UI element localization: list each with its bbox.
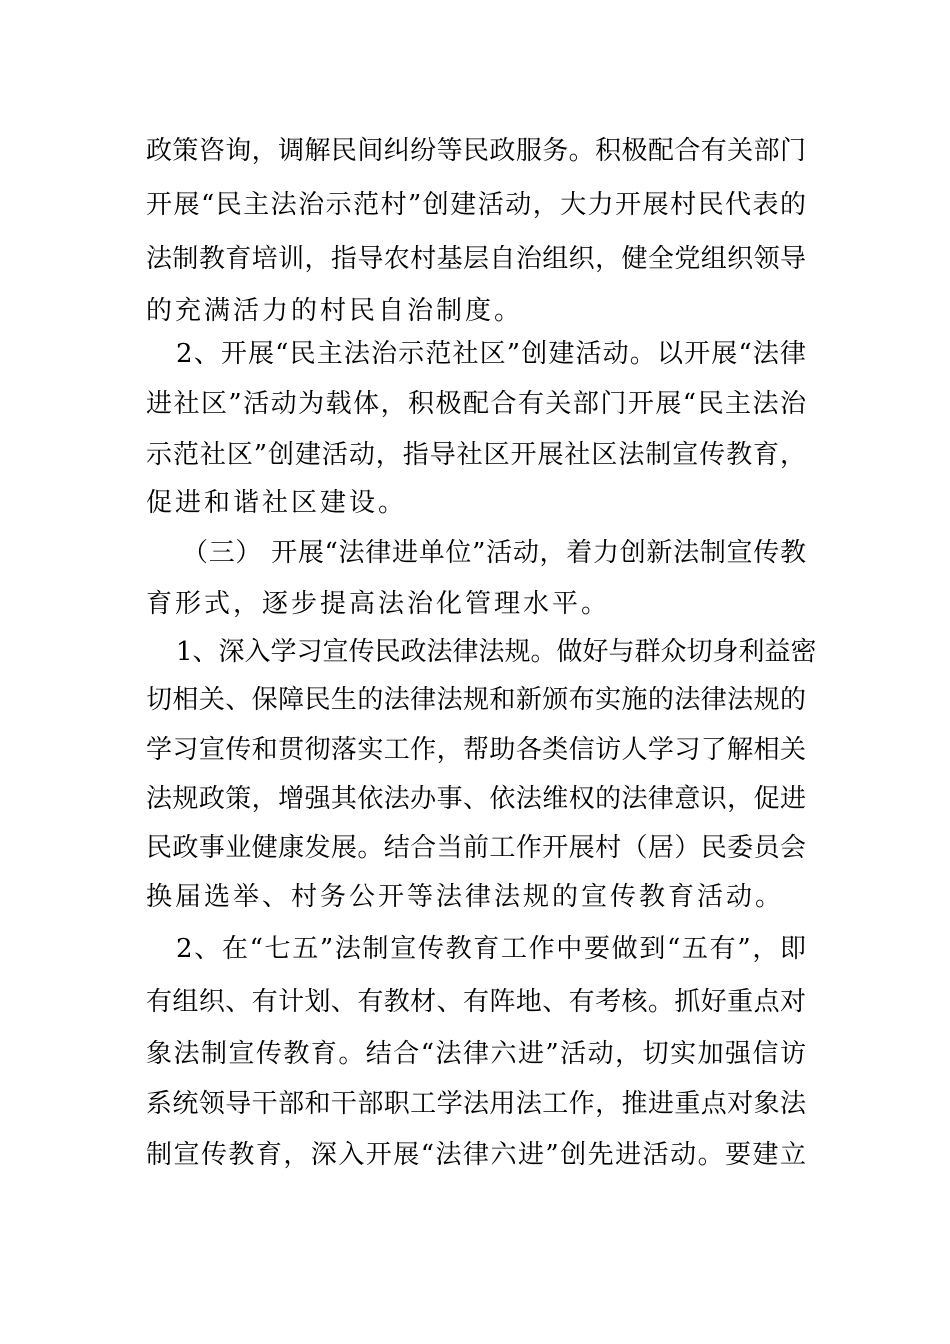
text-line: 政策咨询，调解民间纠纷等民政服务。积极配合有关部门 [146, 136, 806, 166]
text-line: 进社区”活动为载体，积极配合有关部门开展“民主法治 [146, 389, 806, 419]
text-line: 促进和谐社区建设。 [146, 488, 408, 518]
text-line: 的充满活力的村民自治制度。 [146, 296, 524, 326]
text-line: 有组织、有计划、有教材、有阵地、有考核。抓好重点对 [146, 987, 806, 1017]
text-line: 制宣传教育，深入开展“法律六进”创先进活动。要建立 [146, 1140, 806, 1170]
text-line: （三） 开展“法律进单位”活动，着力创新法制宣传教 [182, 538, 806, 568]
text-line: 法规政策，增强其依法办事、依法维权的法律意识，促进 [146, 784, 806, 814]
text-line: 法制教育培训，指导农村基层自治组织，健全党组织领导 [146, 244, 806, 274]
text-line: 系统领导干部和干部职工学法用法工作，推进重点对象法 [146, 1089, 806, 1119]
text-line: 切相关、保障民生的法律法规和新颁布实施的法律法规的 [146, 685, 806, 715]
text-line: 开展“民主法治示范村”创建活动，大力开展村民代表的 [146, 190, 806, 220]
text-line: 育形式，逐步提高法治化管理水平。 [146, 589, 611, 619]
text-line: 2、开展“民主法治示范社区”创建活动。以开展“法律 [176, 339, 806, 369]
text-line: 1、深入学习宣传民政法律法规。做好与群众切身利益密 [176, 637, 817, 667]
text-line: 象法制宣传教育。结合“法律六进”活动，切实加强信访 [146, 1039, 806, 1069]
text-line: 2、在“七五”法制宣传教育工作中要做到“五有”，即 [176, 934, 806, 964]
text-line: 学习宣传和贯彻落实工作，帮助各类信访人学习了解相关 [146, 735, 806, 765]
text-line: 示范社区”创建活动，指导社区开展社区法制宣传教育， [146, 440, 806, 470]
text-line: 换届选举、村务公开等法律法规的宣传教育活动。 [146, 882, 785, 912]
text-line: 民政事业健康发展。结合当前工作开展村（居）民委员会 [146, 833, 806, 863]
